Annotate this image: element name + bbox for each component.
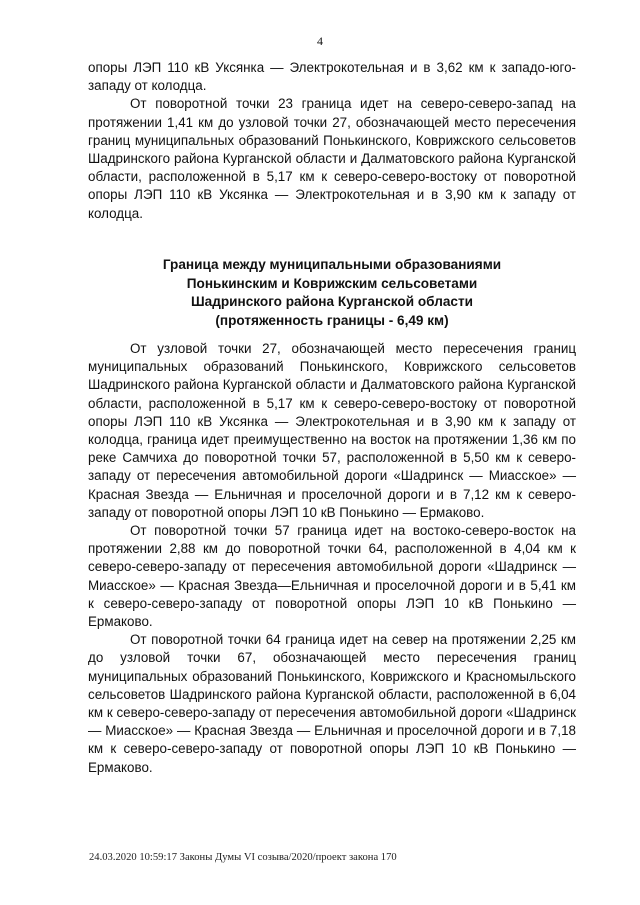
paragraph: От поворотной точки 57 граница идет на востоко-северо-восток на протяжении 2,88 км до поворотной точки 64, расположенной в 4,04 км к северо-северо-западу от пересечения автомобильной дороги «Шадринск — Миасское» — Красная Звезда—Ельничная и проселочной дороги и в 5,41 км к северо-северо-западу от поворотной опоры ЛЭП 10 кВ Понькино — Ермаково. (88, 523, 576, 630)
section-heading (88, 256, 576, 330)
page-number: 4 (317, 34, 323, 48)
heading-line: Понькинским и Коврижским сельсоветами (186, 275, 478, 291)
document-footer: 24.03.2020 10:59:17 Законы Думы VI созыва/2020/проект закона 170 (89, 852, 397, 863)
paragraph: От поворотной точки 23 граница идет на северо-северо-запад на протяжении 1,41 км до узловой точки 27, обозначающей место пересечения границ муниципальных образований Понькинского, Коврижского сельсоветов Шадринского района Курганской области и Далматовского района Курганской области, расположенной в 5,17 км к северо-северо-востоку от поворотной опоры ЛЭП 110 кВ Уксянка — Электрокотельная и в 3,90 км к западу от колодца. (88, 96, 576, 221)
section-text (88, 340, 576, 777)
heading-line: Граница между муниципальными образованиями (162, 257, 502, 272)
paragraph: От узловой точки 27, обозначающей место пересечения границ муниципальных образований Понькинского, Коврижского сельсоветов Шадринского района Курганской области и Далматовского района Курганской области, расположенной в 5,17 км к северо-северо-востоку от поворотной опоры ЛЭП 110 кВ Уксянка — Электрокотельная и в 3,90 км к западу от колодца, граница идет преимущественно на восток на протяжении 1,36 км по реке Самчиха до поворотной точки 57, расположенной в 5,50 км к северо-западу от пересечения автомобильной дороги «Шадринск — Миасское» —Красная Звезда — Ельничная и проселочной дороги и в 7,12 км к северо-западу от поворотной опоры ЛЭП 10 кВ Понькино — Ермаково. (88, 341, 576, 520)
heading-line: Шадринского района Курганской области (190, 294, 473, 310)
heading-line: (протяженность границы - 6,49 км) (215, 312, 449, 328)
continuation-text (88, 59, 576, 223)
paragraph: опоры ЛЭП 110 кВ Уксянка — Электрокотельная и в 3,62 км к западо-юго-западу от колодца. (88, 60, 576, 94)
paragraph: От поворотной точки 64 граница идет на север на протяжении 2,25 км до узловой точки 67, обозначающей место пересечения границ муниципальных образований Понькинского, Коврижского и Красномыльского сельсоветов Шадринского района Курганской области, расположенной в 6,04 км к северо-северо-западу от пересечения автомобильной дороги «Шадринск — Миасское» — Красная Звезда — Ельничная и проселочной дороги и в 7,18 км к северо-северо-западу от поворотной опоры ЛЭП 10 кВ Понькино — Ермаково. (88, 632, 576, 775)
